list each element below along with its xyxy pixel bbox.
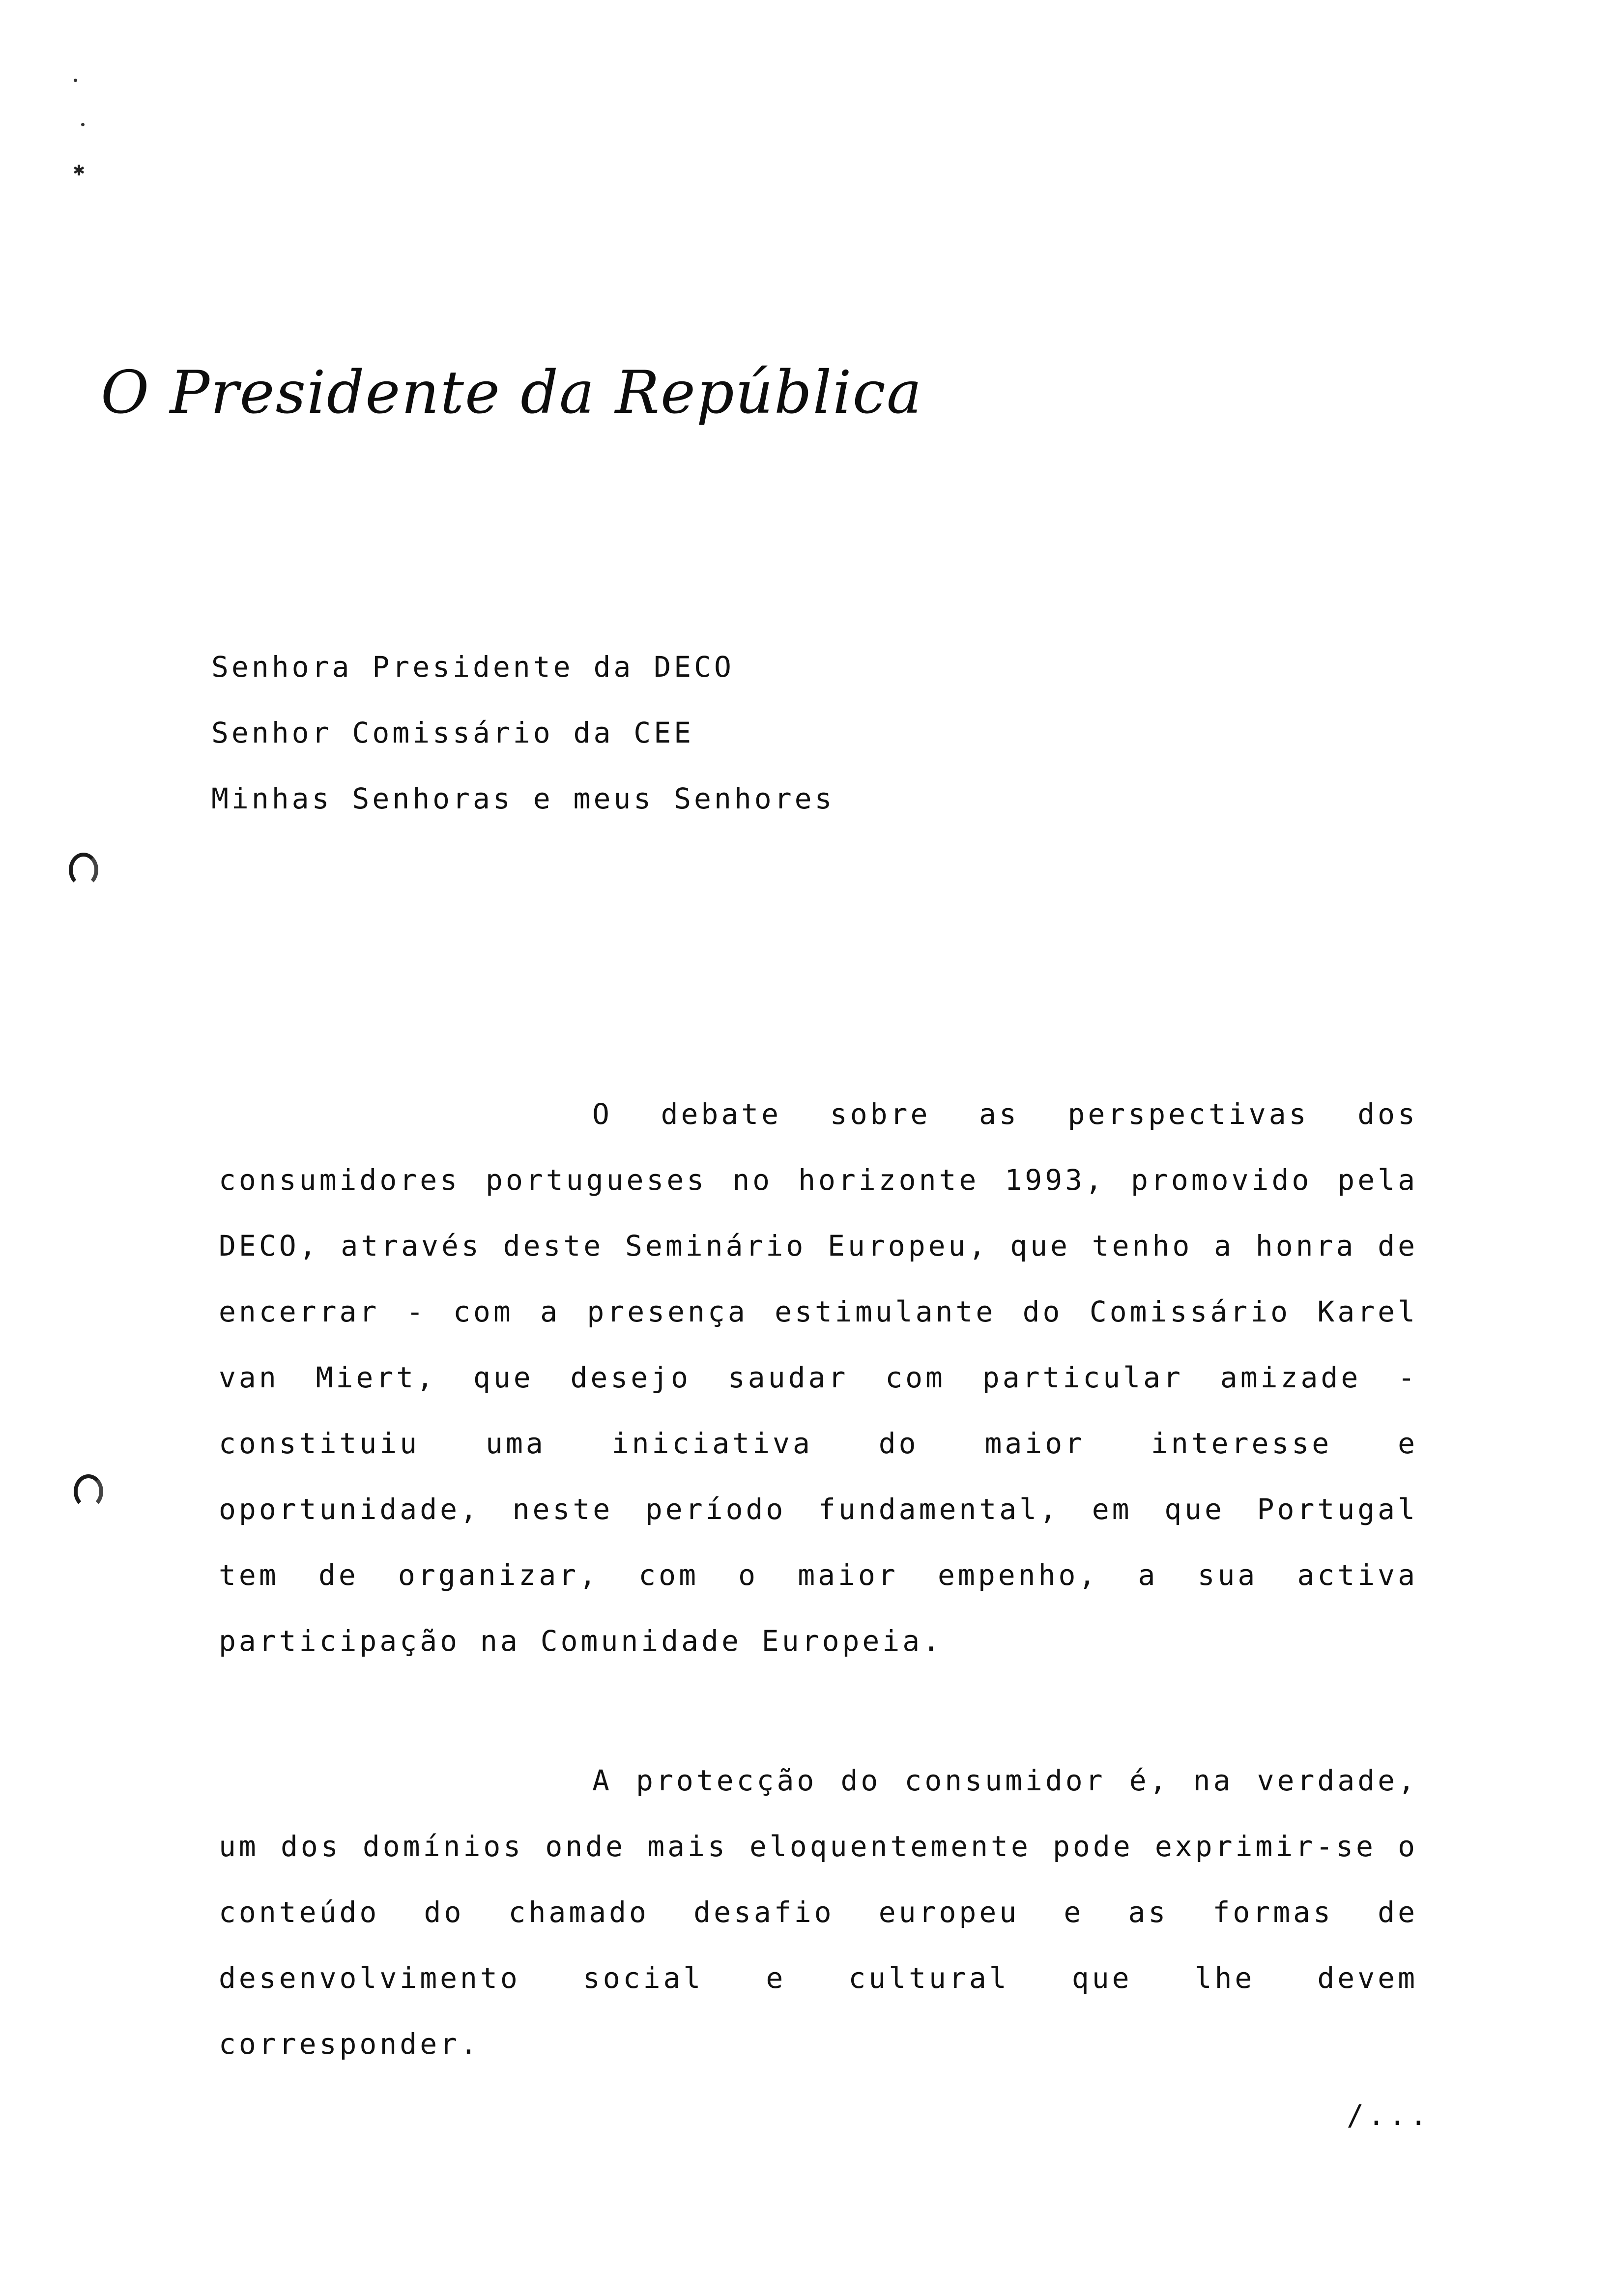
salutation-line: Senhora Presidente da DECO xyxy=(211,650,734,684)
punch-hole xyxy=(69,853,98,887)
letter-body xyxy=(219,1081,1418,2077)
punch-hole xyxy=(74,1474,103,1509)
salutation-line: Senhor Comissário da CEE xyxy=(211,716,694,749)
margin-mark xyxy=(81,123,85,126)
letterhead: O Presidente da República xyxy=(101,359,923,427)
body-paragraph: A protecção do consumidor é, na verdade, um dos domínios onde mais eloquentemente pode exprimir-se o conteúdo do chamado desafio europeu e as formas de desenvolvimento social e cultural que lhe devem corresponder. xyxy=(219,1764,1418,2061)
continuation-mark: /... xyxy=(1347,2098,1431,2132)
margin-mark: ✱ xyxy=(73,162,86,179)
body-paragraph: O debate sobre as perspectivas dos consumidores portugueses no horizonte 1993, promovido pela DECO, através deste Seminário Europeu, que tenho a honra de encerrar - com a presença estimulante do Comissário Karel van Miert, que desejo saudar com particular amizade - constituiu uma iniciativa do maior interesse e oportunidade, neste período fundamental, em que Portugal tem de organizar, com o maior empenho, a sua activa participação na Comunidade Europeia. xyxy=(219,1097,1418,1658)
salutation-block xyxy=(211,634,835,832)
margin-mark xyxy=(74,79,77,82)
salutation-line: Minhas Senhoras e meus Senhores xyxy=(211,782,835,815)
